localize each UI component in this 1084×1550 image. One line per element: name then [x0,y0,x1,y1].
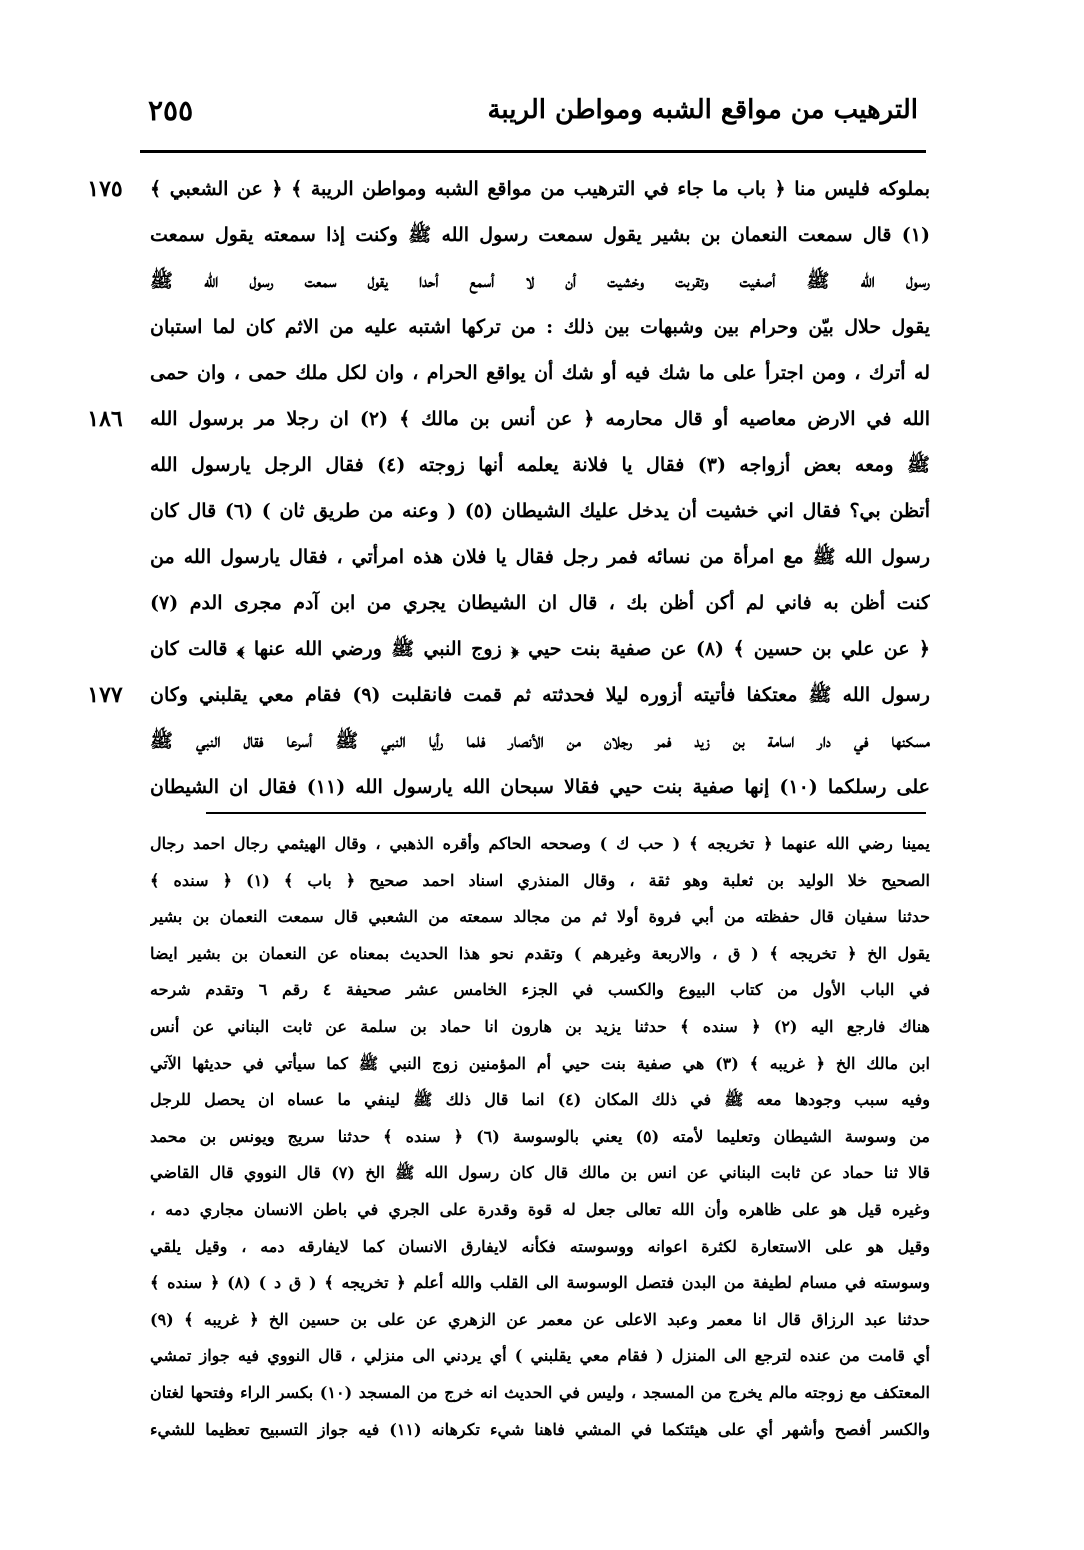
running-title: الترهيب من مواقع الشبه ومواطن الريبة [487,95,918,125]
margin-number: ١٧٧ [87,682,123,708]
page-number: ٢٥٥ [148,93,194,127]
text-line: أتظن بي؟ فقال اني خشيت أن يدخل عليك الشيطان (٥) ( وعنه من طريق ثان ) (٦) قال كان [150,500,930,522]
note-line: يمينا رضي الله عنهما ﴿ تخريجه ﴾ ( حب ك ) وصححه الحاكم وأقره الذهبي ، وقال الهيثمي رجال احمد رجال [150,834,930,853]
note-line: في الباب الأول من كتاب البيوع والكسب في الجزء الخامس عشر صحيفة ٤ رقم ٦ وتقدم شرحه [150,980,930,1000]
text-line: كنت أظن به فاني لم أكن أظن بك ، قال ان الشيطان يجري من ابن آدم مجرى الدم (٧) [150,592,930,614]
note-line: حدثنا عبد الرزاق قال انا معمر وعبد الاعلى عن معمر عن الزهري عن على بن حسين الخ ﴿ غريبه ﴾ (٩) [150,1309,930,1329]
text-line: (١) قال سمعت النعمان بن بشير يقول سمعت رسول الله ﷺ وكنت إذا سمعته يقول سمعت [150,224,930,246]
text-line: على رسلكما (١٠) إنها صفية بنت حيي فقالا سبحان الله يارسول الله (١١) فقال ان الشيطان [150,776,930,798]
footnote-separator [206,812,926,814]
text-line: له أترك ، ومن اجترأ على ما شك فيه أو شك أن يواقع الحرام ، وان لكل ملك حمى ، وان حمى [150,362,930,384]
note-line: وفيه سبب وجودها معه ﷺ في ذلك المكان (٤) انما قال ذلك ﷺ لينفي ما عساه ان يحصل للرجل [150,1090,930,1110]
note-line: الصحيح خلا الوليد بن ثعلبة وهو ثقة ، وقال المنذري اسناد احمد صحيح ﴿ باب ﴾ (١) ﴿ سنده ﴾ [150,870,930,890]
margin-number: ١٨٦ [87,406,123,432]
note-line: ابن مالك الخ ﴿ غريبه ﴾ (٣) هي صفية بنت حيي أم المؤمنين زوج النبي ﷺ كما سيأتي في حديثها الآتي [150,1053,930,1073]
note-line: يقول الخ ﴿ تخريجه ﴾ ( ق ، والاربعة وغيرهم ) وتقدم نحو هذا الحديث بمعناه عن النعمان بن بشير ايضا [150,943,930,963]
text-line: ﷺ ومعه بعض أزواجه (٣) فقال يا فلانة يعلمه أنها زوجته (٤) فقال الرجل يارسول الله [150,454,930,476]
note-line: وسوسته في مسام لطيفة من البدن فتصل الوسوسة الى القلب والله أعلم ﴿ تخريجه ﴾ ( ق د ) (٨) ﴿ سنده ﴾ [150,1273,930,1293]
note-line: وقيل هو على الاستعارة لكثرة اعوانه ووسوسته فكأنه لايفارق الانسان كما لايفارقه دمه ، وقيل يلقي [150,1236,930,1256]
note-line: وغيره قيل هو على ظاهره وأن الله تعالى جعل له قوة وقدرة على الجري في باطن الانسان مجاري دمه ، [150,1199,930,1219]
page-header [148,88,918,132]
header-rule [140,150,926,153]
text-line: رسول الله ﷺ معتكفا فأتيته أزوره ليلا فحدثته ثم قمت فانقلبت (٩) فقام معي يقلبني وكان [150,684,930,706]
text-line: رسول الله ﷺ مع امرأة من نسائه فمر رجل فقال يا فلان هذه امرأتي ، فقال يارسول الله من [150,546,930,568]
margin-number: ١٧٥ [87,176,123,202]
text-line: الله في الارض معاصيه أو قال محارمه ﴿ عن أنس بن مالك ﴾ (٢) ان رجلا مر برسول الله [150,408,930,430]
footnotes [150,826,930,1448]
note-line: قالا ثنا حماد عن ثابت البناني عن انس بن مالك قال كان رسول الله ﷺ الخ (٧) قال النووي قال القاضي [150,1163,930,1183]
note-line: حدثنا سفيان قال حفظته من أبي فروة أولا ثم من مجالد سمعته من الشعبي قال سمعت النعمان بن بشير [150,907,930,927]
text-line: رسول الله ﷺ أصغيت وتقربت وخشيت أن لا أسمع أحدا يقول سمعت رسول الله ﷺ [150,270,930,292]
main-text [150,166,930,810]
note-line: من وسوسة الشيطان وتعليما لأمته (٥) يعني بالوسوسة (٦) ﴿ سنده ﴾ حدثنا سريج ويونس بن محمد [150,1126,930,1146]
note-line: المعتكف مع زوجته مالم يخرج من المسجد ، وليس في الحديث انه خرج من المسجد (١٠) بكسر الراء وفتحها لغتان [150,1382,930,1402]
text-line: بملوكه فليس منا ﴿ باب ما جاء في الترهيب من مواقع الشبه ومواطن الريبة ﴾ ﴿ عن الشعبي ﴾ [150,178,930,200]
note-line: هناك فارجع اليه (٢) ﴿ سنده ﴾ حدثنا يزيد بن هارون انا حماد بن سلمة عن ثابت البناني عن أنس [150,1016,930,1036]
note-line: والكسر أفصح وأشهر أي على هيئتكما في المشي فاهنا شيء تكرهانه (١١) فيه جواز التسبيح تعظيما للشيء [150,1419,930,1439]
text-line: ﴿ عن علي بن حسين ﴾ (٨) عن صفية بنت حيي ﴿ زوج النبي ﷺ ورضي الله عنها ﴾ قالت كان [150,638,930,660]
text-line: مسكنها في دار اسامة بن زيد فمر رجلان من الأنصار فلما رأيا النبي ﷺ أسرعا فقال النبي ﷺ [150,730,930,752]
text-line: يقول حلال بيّن وحرام بين وشبهات بين ذلك : من تركها اشتبه عليه من الاثم كان لما استبان [150,316,930,338]
note-line: أي قامت من عنده لترجع الى المنزل ( فقام معي يقلبني ) أي يردني الى منزلي ، قال النووي فيه جواز تمشي [150,1346,930,1366]
